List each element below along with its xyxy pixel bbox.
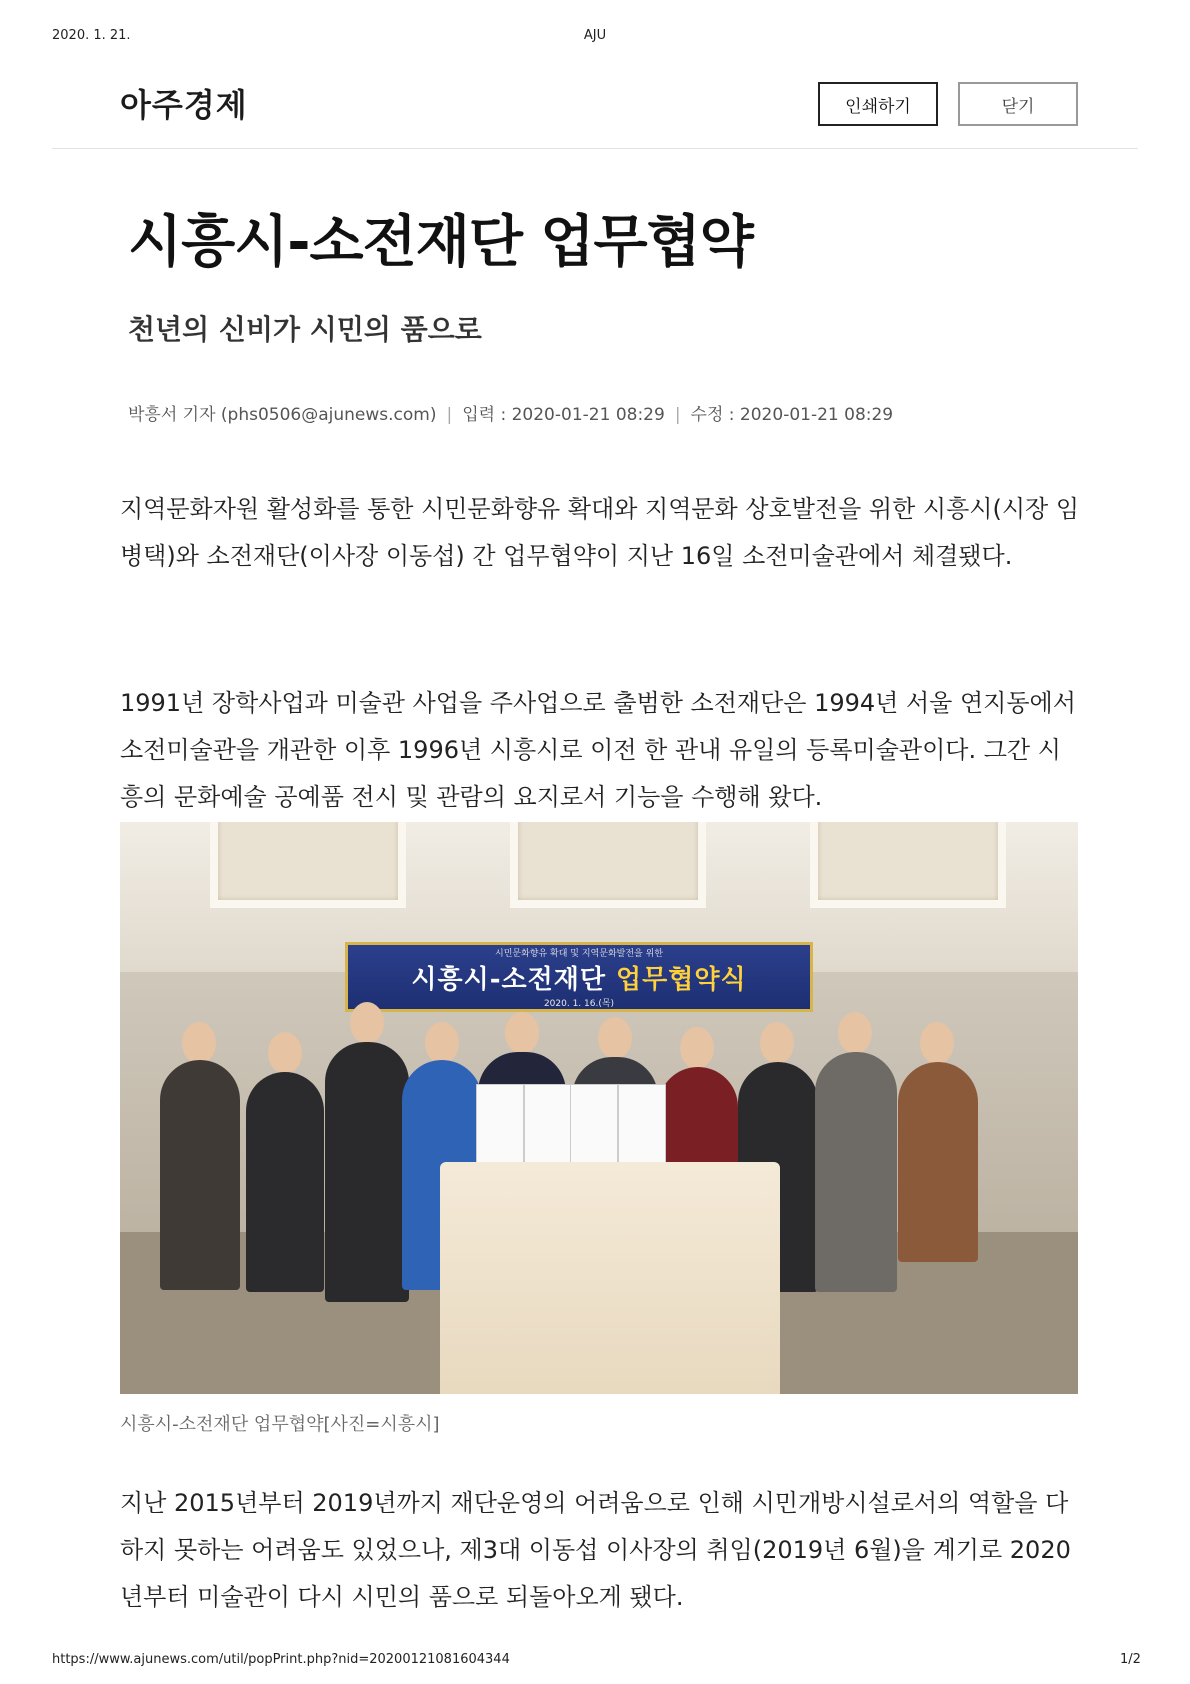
byline-modified-time: 수정 : 2020-01-21 08:29: [690, 405, 894, 425]
byline-input-time: 입력 : 2020-01-21 08:29: [462, 405, 665, 425]
agreement-document: [618, 1084, 666, 1170]
agreement-document: [476, 1084, 524, 1170]
print-date: 2020. 1. 21.: [52, 28, 131, 43]
photo-ceiling-panel: [210, 822, 406, 908]
photo-ceiling-panel: [510, 822, 706, 908]
article-photo: [120, 822, 1078, 1394]
site-logo[interactable]: 아주경제: [120, 86, 248, 124]
photo-caption: 시흥시-소전재단 업무협약[사진=시흥시]: [120, 1414, 440, 1435]
banner-title-part: 시흥시-소전재단: [411, 964, 617, 995]
person-head: [182, 1022, 216, 1064]
person-head: [760, 1022, 794, 1064]
close-button[interactable]: 닫기: [958, 82, 1078, 126]
signing-table: [440, 1162, 780, 1394]
person-head: [505, 1012, 539, 1054]
person-head: [680, 1027, 714, 1069]
article-paragraph: 지역문화자원 활성화를 통한 시민문화향유 확대와 지역문화 상호발전을 위한 시흥시(시장 임병택)와 소전재단(이사장 이동섭) 간 업무협약이 지난 16일 소전미술관에서 체결됐다.: [120, 495, 1080, 570]
byline-separator: |: [674, 405, 681, 425]
person-head: [425, 1022, 459, 1064]
person: [898, 1062, 978, 1262]
article-paragraph: 지난 2015년부터 2019년까지 재단운영의 어려움으로 인해 시민개방시설로서의 역할을 다하지 못하는 어려움도 있었으나, 제3대 이동섭 이사장의 취임(2019년 6월)을 계기로 2020년부터 미술관이 다시 시민의 품으로 되돌아오게 됐다.: [120, 1489, 1071, 1611]
agreement-document: [570, 1084, 618, 1170]
article-paragraph: 1991년 장학사업과 미술관 사업을 주사업으로 출범한 소전재단은 1994년 서울 연지동에서 소전미술관을 개관한 이후 1996년 시흥시로 이전 한 관내 유일의 등록미술관이다. 그간 시흥의 문화예술 공예품 전시 및 관람의 요지로서 기능을 수행해 왔다.: [120, 689, 1076, 811]
person: [815, 1052, 897, 1292]
photo-ceiling-panel: [810, 822, 1006, 908]
banner-top-text: 시민문화향유 확대 및 지역문화발전을 위한: [495, 948, 663, 959]
banner-title-highlight: 업무협약식: [616, 964, 747, 995]
header-divider: [52, 148, 1138, 149]
person-head: [920, 1022, 954, 1064]
article-title: 시흥시-소전재단 업무협약: [128, 210, 753, 275]
agreement-document: [524, 1084, 572, 1170]
person: [325, 1042, 409, 1302]
banner-title: [411, 959, 746, 996]
print-footer-url: https://www.ajunews.com/util/popPrint.php?nid=20200121081604344: [52, 1652, 510, 1667]
banner-date: 2020. 1. 16.(목): [543, 998, 615, 1009]
byline-separator: |: [446, 405, 453, 425]
article-subtitle: 천년의 신비가 시민의 품으로: [128, 313, 482, 346]
person-head: [598, 1017, 632, 1059]
print-button[interactable]: 인쇄하기: [818, 82, 938, 126]
person-head: [838, 1012, 872, 1054]
article-byline: [128, 400, 893, 425]
byline-author: 박흥서 기자 (phs0506@ajunews.com): [128, 405, 437, 425]
person: [246, 1072, 324, 1292]
print-site-name: AJU: [583, 28, 607, 43]
photo-banner: [345, 942, 813, 1012]
person: [160, 1060, 240, 1290]
print-footer-page: 1/2: [1120, 1652, 1141, 1667]
person-head: [268, 1032, 302, 1074]
person-head: [350, 1002, 384, 1044]
